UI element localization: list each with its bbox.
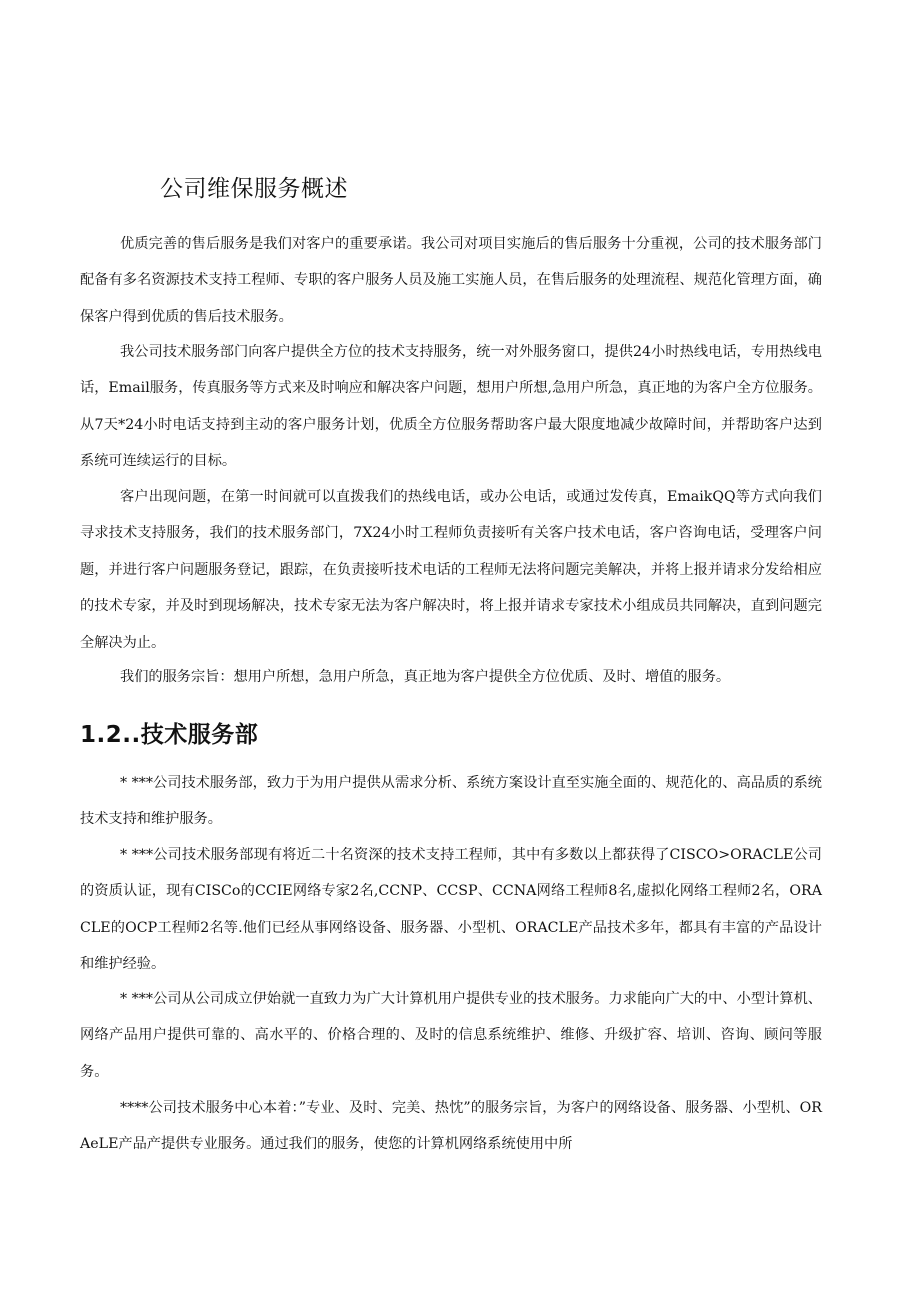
section-title-tech-service-dept: 1.2..技术服务部 [80,722,259,748]
section-title-maintenance-overview: 公司维保服务概述 [160,176,348,202]
paragraph-service-tenet: 我们的服务宗旨：想用户所想，急用户所急，真正地为客户提供全方位优质、及时、增值的服务。 [120,669,731,685]
paragraph-support-channels: 我公司技术服务部门向客户提供全方位的技术支持服务，统一对外服务窗口，提供24小时热线电话，专用热线电话，Email服务，传真服务等方式来及时响应和解决客户问题，想用户所想,急用户所急，真正地的为客户全方位服务。从7天*24小时电话支持到主动的客户服务计划，优质全方位服务帮助客户最大限度地减少故障时间，并帮助客户达到系统可连续运行的目标。 [80,344,822,470]
paragraph-company-history: * ***公司从公司成立伊始就一直致力为广大计算机用户提供专业的技术服务。力求能向广大的中、小型计算机、网络产品用户提供可靠的、高水平的、价格合理的、及时的信息系统维护、维修、升级扩容、培训、咨询、顾问等服务。 [80,991,822,1080]
paragraph-issue-handling: 客户出现问题，在第一时间就可以直拨我们的热线电话，或办公电话，或通过发传真，EmaikQQ等方式向我们寻求技术支持服务，我们的技术服务部门，7X24小时工程师负责接听有关客户技术电话，客户咨询电话，受理客户问题，并进行客户问题服务登记，跟踪，在负责接听技术电话的工程师无法将问题完美解决，并将上报并请求分发给相应的技术专家，并及时到现场解决，技术专家无法为客户解决时，将上报并请求专家技术小组成员共同解决，直到问题完全解决为止。 [80,489,822,651]
paragraph-service-commitment: 优质完善的售后服务是我们对客户的重要承诺。我公司对项目实施后的售后服务十分重视，公司的技术服务部门配备有多名资源技术支持工程师、专职的客户服务人员及施工实施人员，在售后服务的处理流程、规范化管理方面，确保客户得到优质的售后技术服务。 [80,236,822,325]
paragraph-engineer-team: * ***公司技术服务部现有将近二十名资深的技术支持工程师，其中有多数以上都获得了CISCO>ORACLE公司的资质认证，现有CISCo的CCIE网络专家2名,CCNP、CCSP、CCNA网络工程师8名,虚拟化网络工程师2名，ORACLE的OCP工程师2名等.他们已经从事网络设备、服务器、小型机、ORACLE产品技术多年，都具有丰富的产品设计和维护经验。 [80,847,822,973]
paragraph-dept-mission: * ***公司技术服务部，致力于为用户提供从需求分析、系统方案设计直至实施全面的、规范化的、高品质的系统技术支持和维护服务。 [80,775,822,828]
paragraph-service-center-tenet: ****公司技术服务中心本着：”专业、及时、完美、热忱”的服务宗旨，为客户的网络设备、服务器、小型机、ORAeLE产品产提供专业服务。通过我们的服务，使您的计算机网络系统使用中所 [80,1100,822,1153]
